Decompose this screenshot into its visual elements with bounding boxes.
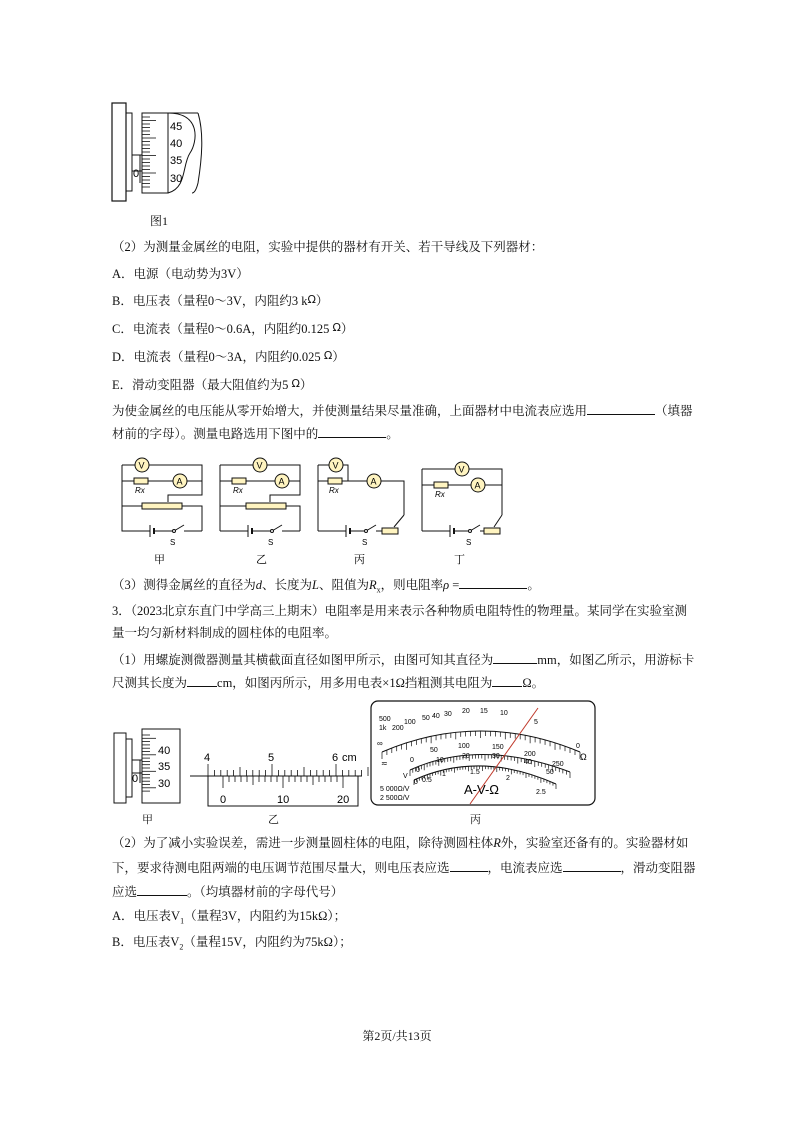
- ac-40: 40: [524, 759, 532, 766]
- fig1-scale-30: 30: [170, 173, 183, 185]
- q2-intro: （2）为测量金属丝的电阻，实验中提供的器材有开关、若干导线及下列器材：: [112, 240, 544, 254]
- q2-option-e: E．滑动变阻器（最大阻值约为5 Ω）: [112, 377, 313, 392]
- yi-main-5: 5: [268, 752, 275, 764]
- q3-line: （3）测得金属丝的直径为d、长度为L、阻值为$R_x$，则电阻率ρ = 。: [112, 578, 540, 595]
- circuit-diagrams: [118, 455, 528, 565]
- dc-100: 100: [458, 743, 470, 750]
- circuit-label-jia: 甲: [154, 554, 165, 566]
- dc-50: 50: [430, 747, 438, 754]
- yi-vernier-20: 20: [337, 794, 350, 806]
- fig1-scale-40: 40: [170, 138, 183, 150]
- answer-blank-length[interactable]: [187, 674, 217, 687]
- answer-blank-resistivity[interactable]: [459, 576, 527, 589]
- p3-option-a: A．电压表$V_1$（量程3V，内阻约为15kΩ）；: [112, 909, 347, 926]
- ohm-10: 10: [500, 710, 508, 717]
- ac-0: 0: [416, 767, 420, 774]
- ohm-50: 50: [422, 715, 430, 722]
- jia-scale-40: 40: [158, 745, 171, 757]
- dc-0: 0: [410, 757, 414, 764]
- answer-blank-rheostat[interactable]: [137, 883, 187, 896]
- problem3-line1: 3．（2023北京东直门中学高三上期末）电阻率是用来表示各种物质电阻特性的物理量。某同学在实验室测: [112, 604, 688, 618]
- circuit-yi-voltmeter: V: [256, 460, 263, 471]
- v-0.5: 0.5: [422, 777, 432, 784]
- problem3-part1-line1: （1）用螺旋测微器测量其横截面直径如图甲所示，由图可知其直径为 mm，如图乙所示，用游标卡: [112, 653, 695, 667]
- yi-main-4: 4: [204, 752, 211, 764]
- p3-q2-line3: 应选 。（均填器材前的字母代号）: [112, 885, 344, 899]
- problem3-part1-line2: 尺测其长度为 cm，如图丙所示，用多用电表×1Ω挡粗测其电阻为 Ω。: [112, 676, 545, 690]
- circuit-yi-ammeter: A: [278, 476, 285, 487]
- ohm-30: 30: [444, 711, 452, 718]
- circuit-jia-rx: Rx: [135, 486, 145, 495]
- fig1-zero: 0: [133, 168, 140, 180]
- circuit-label-ding: 丁: [454, 554, 465, 566]
- yi-main-6: 6: [332, 752, 339, 764]
- ohm-unit: Ω: [580, 752, 587, 762]
- yi-vernier-10: 10: [277, 794, 290, 806]
- ohm-500: 500: [379, 716, 391, 723]
- circuit-ding-rx: Rx: [435, 490, 445, 499]
- answer-blank-ammeter-2[interactable]: [563, 859, 621, 872]
- problem3-line2: 量一均匀新材料制成的圆柱体的电阻率。: [112, 626, 338, 640]
- circuit-yi-switch: S: [268, 538, 274, 547]
- yi-unit: cm: [342, 752, 357, 764]
- circuit-jia-ammeter: A: [176, 476, 183, 487]
- fig1-scale-35: 35: [170, 155, 183, 167]
- page-footer: 第2页/共13页: [362, 1029, 432, 1043]
- figure-1-micrometer: [112, 103, 222, 203]
- ohm-200: 200: [392, 725, 404, 732]
- p3-q2-line1: （2）为了减小实验误差，需进一步测量圆柱体的电阻，除待测圆柱体R外，实验室还备有的。实验器材如: [112, 836, 689, 850]
- circuit-jia-switch: S: [170, 538, 176, 547]
- ohm-1k: 1k: [379, 725, 387, 732]
- ac-20: 20: [462, 753, 470, 760]
- circuit-label-bing: 丙: [354, 554, 365, 566]
- fig-jia-caption: 甲: [142, 814, 153, 826]
- circuit-ding: [422, 462, 502, 547]
- q2-option-c: C．电流表（量程0～0.6A，内阻约0.125 Ω）: [112, 321, 354, 336]
- meter-spec-1: 5 000Ω/V: [380, 786, 410, 793]
- dc-200: 200: [524, 751, 536, 758]
- fig-yi-caption: 乙: [268, 814, 279, 826]
- figure-bing-multimeter: [370, 700, 596, 806]
- meter-title: A-V-Ω: [464, 782, 500, 797]
- ac-50: 50: [546, 769, 554, 776]
- circuit-yi-rx: Rx: [233, 486, 243, 495]
- circuit-bing-rx: Rx: [329, 486, 339, 495]
- ac-30: 30: [492, 753, 500, 760]
- ohm-0: 0: [576, 743, 580, 750]
- jia-scale-30: 30: [158, 778, 171, 790]
- figure-yi-vernier-caliper: [186, 748, 366, 810]
- jia-scale-35: 35: [158, 761, 171, 773]
- q2-option-a: A．电源（电动势为3V）: [112, 267, 249, 281]
- dc-symbol: ≂: [381, 759, 388, 768]
- q2-option-b: B．电压表（量程0～3V，内阻约3 kΩ）: [112, 293, 329, 308]
- v-2: 2: [506, 775, 510, 782]
- circuit-bing-switch: S: [362, 538, 368, 547]
- v-1: 1: [442, 771, 446, 778]
- circuit-jia-voltmeter: V: [138, 460, 145, 471]
- ohm-100: 100: [404, 719, 416, 726]
- q2-option-d: D．电流表（量程0～3A，内阻约0.025 Ω）: [112, 349, 345, 364]
- ohm-5: 5: [534, 719, 538, 726]
- circuit-label-yi: 乙: [256, 554, 267, 566]
- circuit-bing: [318, 458, 404, 547]
- ohm-20: 20: [462, 708, 470, 715]
- q2-question-line2: 材前的字母）。测量电路选用下图中的 。: [112, 427, 399, 441]
- fig-bing-caption: 丙: [470, 814, 481, 826]
- jia-zero: 0: [132, 773, 139, 785]
- dc-250: 250: [552, 761, 564, 768]
- yi-vernier-0: 0: [220, 794, 227, 806]
- answer-blank-diameter[interactable]: [493, 651, 537, 664]
- dc-150: 150: [492, 744, 504, 751]
- ohm-40: 40: [432, 713, 440, 720]
- q2-question-line1: 为使金属丝的电压能从零开始增大，并使测量结果尽量准确，上面器材中电流表应选用 （填器: [112, 404, 693, 418]
- figure-jia-micrometer: [114, 727, 184, 807]
- meter-spec-2: 2 500Ω/V: [380, 795, 410, 802]
- circuit-ding-switch: S: [466, 538, 472, 547]
- circuit-yi: [220, 458, 300, 547]
- v-1.5: 1.5: [470, 769, 480, 776]
- ohm-15: 15: [480, 708, 488, 715]
- answer-blank-voltmeter[interactable]: [450, 859, 488, 872]
- circuit-bing-voltmeter: V: [332, 460, 339, 471]
- circuit-bing-ammeter: A: [370, 476, 377, 487]
- ohm-infinity: ∞: [377, 739, 383, 748]
- answer-blank-circuit[interactable]: [318, 425, 386, 438]
- p3-option-b: B．电压表$V_2$（量程15V，内阻约为75kΩ）；: [112, 935, 352, 952]
- fig1-caption: 图1: [150, 214, 169, 228]
- answer-blank-ammeter[interactable]: [587, 402, 655, 415]
- answer-blank-resistance[interactable]: [492, 674, 522, 687]
- ac-10: 10: [436, 757, 444, 764]
- v-0: 0: [414, 779, 418, 786]
- circuit-jia: [122, 458, 202, 547]
- circuit-ding-ammeter: A: [474, 480, 481, 491]
- circuit-ding-voltmeter: V: [458, 464, 465, 475]
- fig1-scale-45: 45: [170, 121, 183, 133]
- v-2.5: 2.5: [536, 789, 546, 796]
- p3-q2-line2: 下，要求待测电阻两端的电压调节范围尽量大，则电压表应选 ，电流表应选 ，滑动变阻器: [112, 861, 696, 875]
- v-symbol: V: [403, 773, 408, 780]
